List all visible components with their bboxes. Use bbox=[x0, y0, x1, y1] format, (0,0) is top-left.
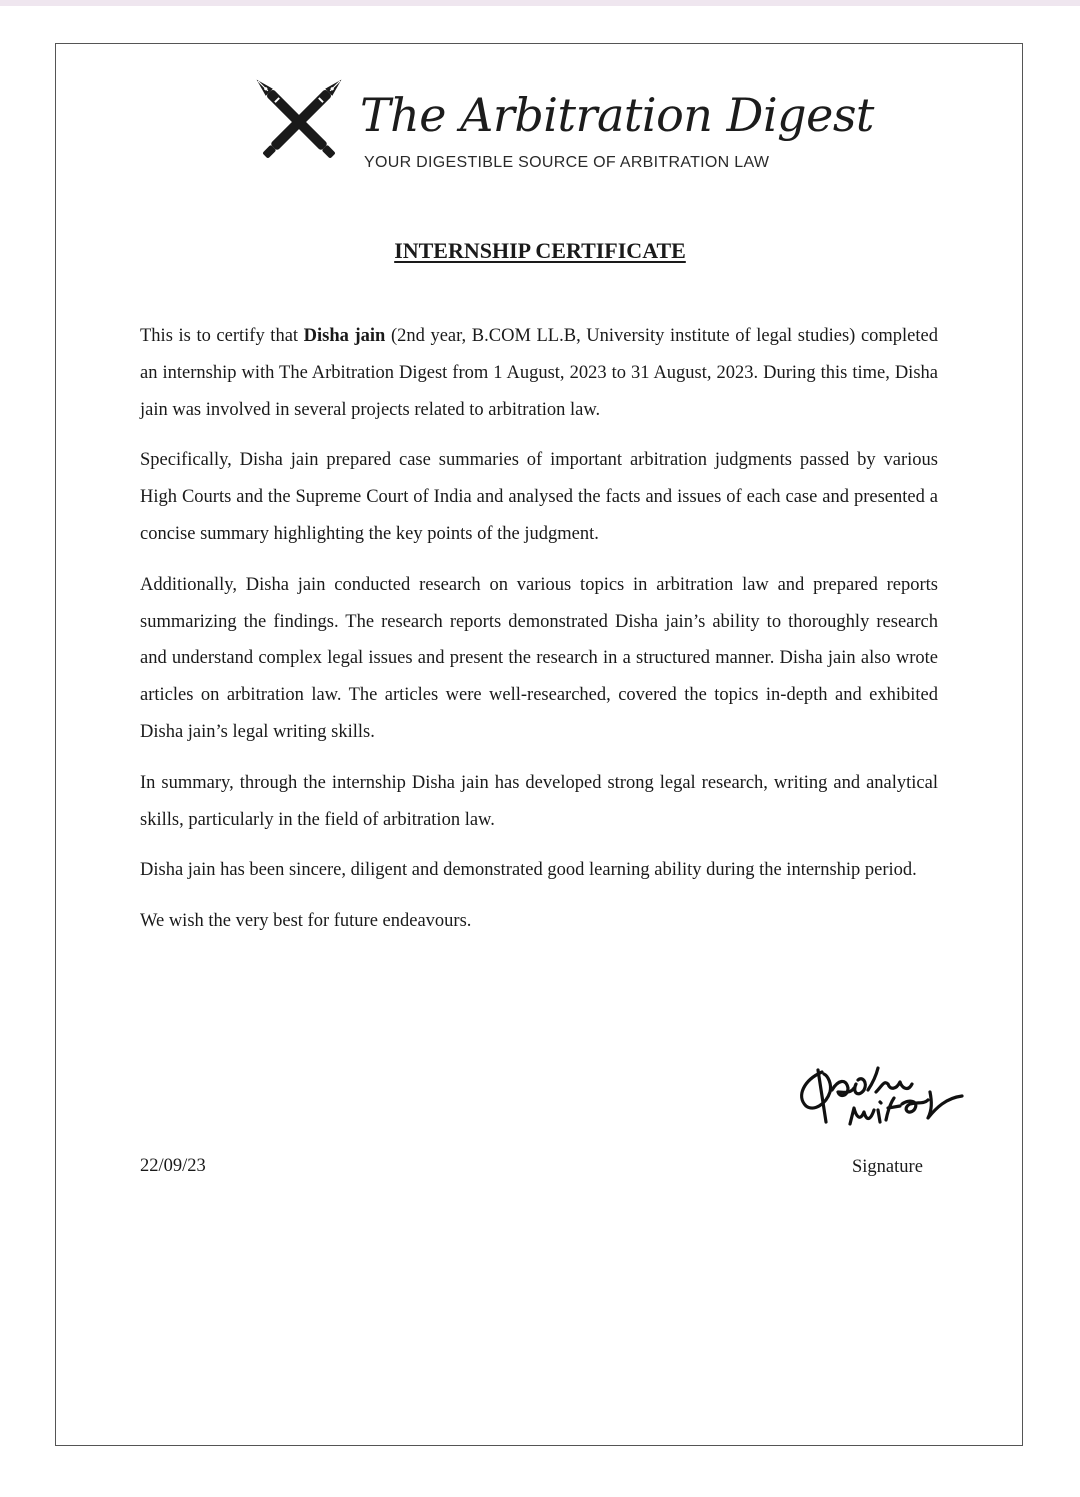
certificate-heading bbox=[0, 238, 1080, 264]
heading-text: INTERNSHIP CERTIFICATE bbox=[394, 238, 686, 263]
crossed-pens-icon bbox=[244, 66, 354, 178]
logo-tagline: YOUR DIGESTIBLE SOURCE OF ARBITRATION LAW bbox=[364, 154, 770, 171]
handwritten-signature bbox=[792, 1062, 972, 1146]
paragraph-research: Additionally, Disha jain conducted research on various topics in arbitration law and prepared reports summarizing the findings. The research reports demonstrated Disha jain’s ability to thoroughly research and understand complex legal issues and present the research in a structured manner. Disha jain also wrote articles on arbitration law. The articles were well-researched, covered the topics in-depth and exhibited Disha jain’s legal writing skills. bbox=[140, 574, 938, 742]
intro-prefix: This is to certify that bbox=[140, 326, 304, 346]
certificate-body bbox=[140, 318, 938, 954]
intern-name: Disha jain bbox=[303, 326, 386, 346]
paragraph-summary: In summary, through the internship Disha jain has developed strong legal research, writing and analytical skills, particularly in the field of arbitration law. bbox=[140, 772, 938, 830]
intro-paragraph bbox=[140, 318, 938, 428]
logo-title: The Arbitration Digest bbox=[360, 88, 874, 142]
intro-suffix: (2nd year, B.COM LL.B, University institute of legal studies) completed an internship with The Arbitration Digest from 1 August, 2023 to 31 August, 2023. During this time, Disha jain was involved in several projects related to arbitration law. bbox=[140, 326, 938, 420]
paragraph-conduct: Disha jain has been sincere, diligent and demonstrated good learning ability during the internship period. bbox=[140, 860, 917, 881]
issue-date: 22/09/23 bbox=[140, 1156, 206, 1176]
paragraph-case-summaries: Specifically, Disha jain prepared case summaries of important arbitration judgments passed by various High Courts and the Supreme Court of India and analysed the facts and issues of each case and presented a concise summary highlighting the key points of the judgment. bbox=[140, 450, 938, 544]
paragraph-wishes: We wish the very best for future endeavours. bbox=[140, 911, 472, 932]
logo bbox=[244, 66, 874, 178]
signature-label: Signature bbox=[852, 1157, 923, 1177]
